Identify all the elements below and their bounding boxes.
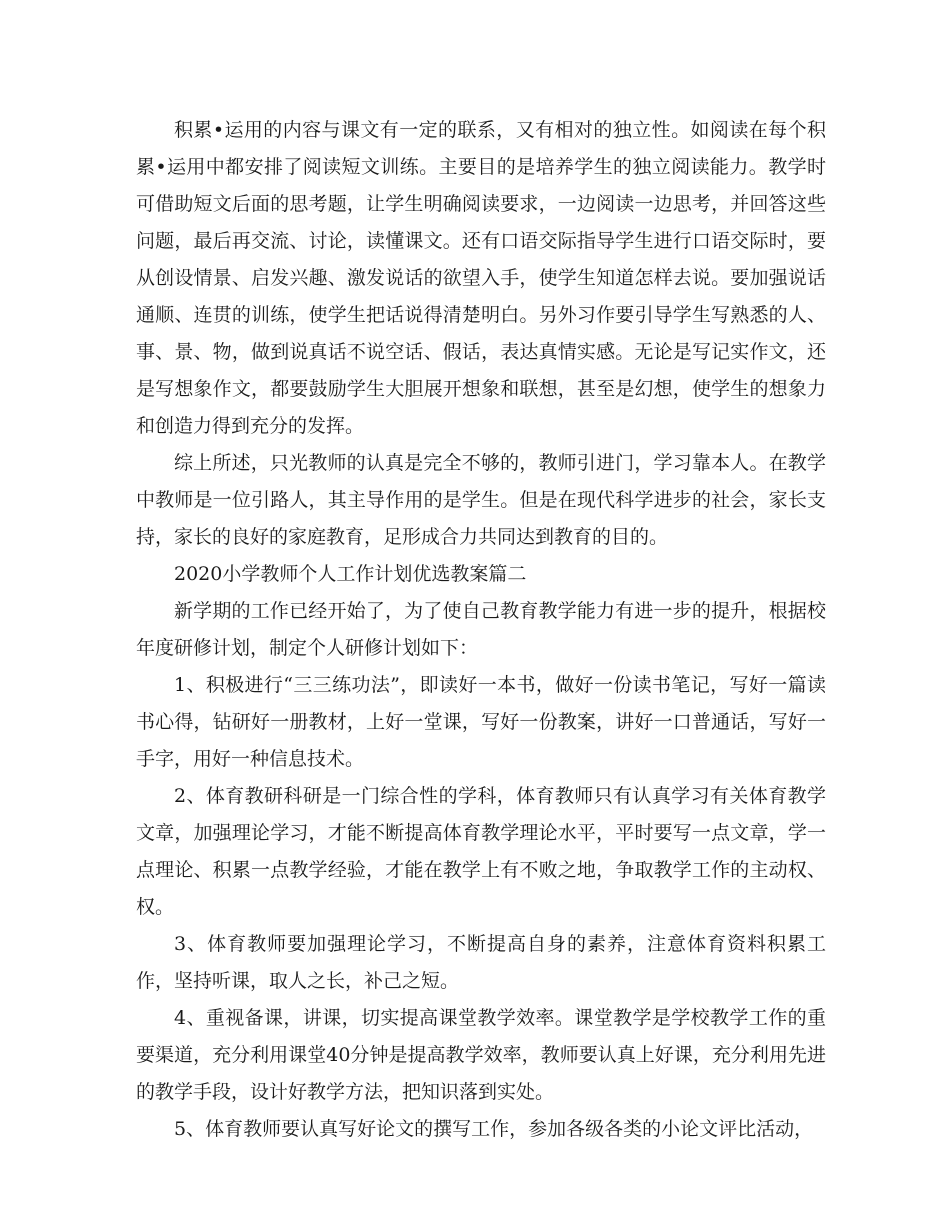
section-heading: 2020小学教师个人工作计划优选教案篇二 [174, 563, 527, 585]
paragraph-summary: 综上所述，只光教师的认真是完全不够的，教师引进门，学习靠本人。在教学中教师是一位引路人，其主导作用的是学生。但是在现代科学进步的社会，家长支持，家长的良好的家庭教育，足形成合力共同达到教育的目的。 [136, 452, 826, 548]
document-body [136, 112, 826, 1148]
list-item-4: 4、重视备课，讲课，切实提高课堂教学效率。课堂教学是学校教学工作的重要渠道，充分利用课堂40分钟是提高教学效率，教师要认真上好课，充分利用先进的教学手段，设计好教学方法，把知识落到实处。 [136, 1007, 826, 1103]
list-item-3: 3、体育教师要加强理论学习，不断提高自身的素养，注意体育资料积累工作，坚持听课，取人之长，补己之短。 [136, 933, 826, 992]
paragraph-intro: 新学期的工作已经开始了，为了使自己教育教学能力有进一步的提升，根据校年度研修计划，制定个人研修计划如下： [136, 600, 826, 659]
list-item-2: 2、体育教研科研是一门综合性的学科，体育教师只有认真学习有关体育教学文章，加强理论学习，才能不断提高体育教学理论水平，平时要写一点文章，学一点理论、积累一点教学经验，才能在教学上有不败之地，争取教学工作的主动权、权。 [136, 785, 826, 918]
list-item-5: 5、体育教师要认真写好论文的撰写工作，参加各级各类的小论文评比活动， [174, 1118, 814, 1140]
list-item-1: 1、积极进行“三三练功法”，即读好一本书，做好一份读书笔记，写好一篇读书心得，钻研好一册教材，上好一堂课，写好一份教案，讲好一口普通话，写好一手字，用好一种信息技术。 [136, 674, 826, 770]
paragraph-accumulation-usage: 积累•运用的内容与课文有一定的联系，又有相对的独立性。如阅读在每个积累•运用中都安排了阅读短文训练。主要目的是培养学生的独立阅读能力。教学时可借助短文后面的思考题，让学生明确阅读要求，一边阅读一边思考，并回答这些问题，最后再交流、讨论，读懂课文。还有口语交际指导学生进行口语交际时，要从创设情景、启发兴趣、激发说话的欲望入手，使学生知道怎样去说。要加强说话通顺、连贯的训练，使学生把话说得清楚明白。另外习作要引导学生写熟悉的人、事、景、物，做到说真话不说空话、假话，表达真情实感。无论是写记实作文，还是写想象作文，都要鼓励学生大胆展开想象和联想，甚至是幻想，使学生的想象力和创造力得到充分的发挥。 [136, 119, 826, 437]
